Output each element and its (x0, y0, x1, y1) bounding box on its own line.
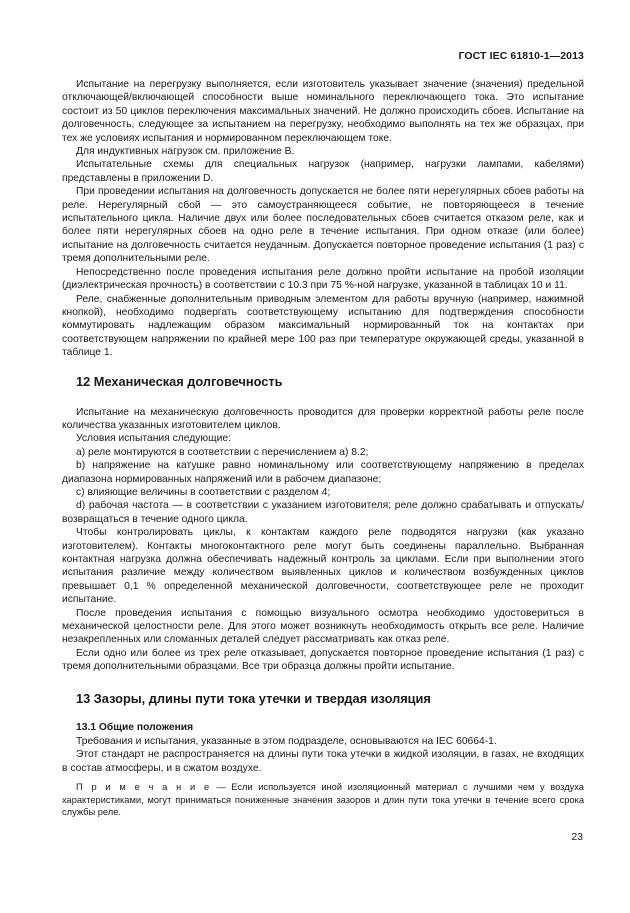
page-body (62, 78, 584, 819)
section-12-heading: 12 Механическая долговечность (76, 373, 283, 389)
list-item: b) напряжение на катушке равно номинальному или соответствующему напряжению в пределах диапазона нормированных напряжений или в рабочем диапазоне; (62, 460, 584, 485)
paragraph-manual-actuator: Реле, снабженные дополнительным приводным элементом для работы вручную (например, нажимной кнопкой), необходимо подвергать соответствующему испытанию для подтверждения способности коммутировать надлежащим образом максимальный нормированный ток на контактах при соответствующем напряжении по крайней мере 100 раз при температуре окружающей среды, указанной в таблице 1. (62, 293, 584, 359)
list-item: с) влияющие величины в соответствии с разделом 4; (76, 486, 331, 498)
section-13-body (62, 721, 584, 819)
intro-block (62, 78, 584, 360)
list-item: d) рабочая частота — в соответствии с указанием изготовителя; реле должно срабатывать и отпускать/возвращаться в течение одного цикла. (62, 500, 584, 525)
running-header: ГОСТ IEC 61810-1—2013 (458, 50, 584, 62)
paragraph-irregular-failures: При проведении испытания на долговечность допускается не более пяти нерегулярных сбоев работы на реле. Нерегулярный сбой — это самоустраняющееся событие, не повторяющееся в течение испытательного цикла. Наличие двух или более последовательных сбоев считается отказом реле, как и более пяти нерегулярных сбоев на одно реле в течение испытания. При одном отказе (или более) испытание на долговечность считается неудачным. Допускается повторное проведение испытания (1 раз) с тремя дополнительными реле. (62, 186, 584, 265)
paragraph-test-conditions-intro: Условия испытания следующие: (76, 433, 231, 445)
paragraph-scope-exclusion: Этот стандарт не распространяется на длины пути тока утечки в жидкой изоляции, в газах, не входящих в состав атмосферы, и в сжатом воздухе. (62, 749, 584, 774)
page-number: 23 (571, 831, 583, 843)
subsection-13-1-heading: 13.1 Общие положения (76, 721, 194, 733)
note-label: П р и м е ч а н и е (76, 782, 211, 793)
paragraph-iec-basis: Требования и испытания, указанные в этом подразделе, основываются на IEC 60664-1. (76, 736, 497, 748)
note-text: — Если используется иной изоляционный материал с лучшими чем у воздуха характеристиками, могут приниматься пониженные значения зазоров и длин пути тока утечки в течение всего срока службы реле. (62, 782, 584, 818)
paragraph-overload-test: Испытание на перегрузку выполняется, если изготовитель указывает значение (значения) предельной отключающей/включающей способности выше номинального переключающего тока. Это испытание состоит из 50 циклов переключения максимальных значений. Не должно происходить сбоев. Испытание на долговечность, следующее за испытанием на перегрузку, необходимо выполнять на тех же образцах, при тех же условиях испытания и нормированном переключающем токе. (62, 79, 584, 144)
paragraph-special-loads: Испытательные схемы для специальных нагрузок (например, нагрузки лампами, кабелями) представлены в приложении D. (62, 159, 584, 184)
test-conditions-list (62, 446, 584, 526)
paragraph-retest: Если одно или более из трех реле отказывает, допускается повторное проведение испытания (1 раз) с тремя дополнительными образцами. Все три образца должны пройти испытание. (62, 647, 584, 673)
paragraph-cycle-monitoring: Чтобы контролировать циклы, к контактам каждого реле подводятся нагрузки (как указано изготовителем). Контакты многоконтактного реле могут быть соединены параллельно. Выбранная контактная нагрузка должна обеспечивать надежный контроль за циклами. Если при выполнении этого испытания различие между количеством выявленных циклов и количеством возбужденных циклов превышает 0,1 % определенной механической долговечности, соответствующее реле не проходит испытание. (62, 527, 584, 606)
paragraph-mechanical-purpose: Испытание на механическую долговечность проводится для проверки корректной работы реле после количества указанных изготовителем циклов. (62, 406, 584, 431)
list-item: а) реле монтируются в соответствии с перечислением а) 8.2; (76, 446, 369, 458)
section-13-heading: 13 Зазоры, длины пути тока утечки и твердая изоляция (76, 690, 431, 706)
paragraph-visual-inspection: После проведения испытания с помощью визуального осмотра необходимо удостовериться в механической целостности реле. Для этого может возникнуть необходимость открыть все реле. Наличие незакрепленных или сломанных деталей следует рассматривать как отказ реле. (62, 607, 584, 646)
section-12-body (62, 406, 584, 674)
paragraph-inductive-loads: Для индуктивных нагрузок см. приложение В. (76, 146, 295, 158)
note-paragraph (62, 781, 584, 819)
paragraph-dielectric-test: Непосредственно после проведения испытания реле должно пройти испытание на пробой изоляции (диэлектрическая прочность) в соответствии с 10.3 при 75 %-ной нагрузке, указанной в таблицах 10 и 11. (62, 266, 584, 292)
